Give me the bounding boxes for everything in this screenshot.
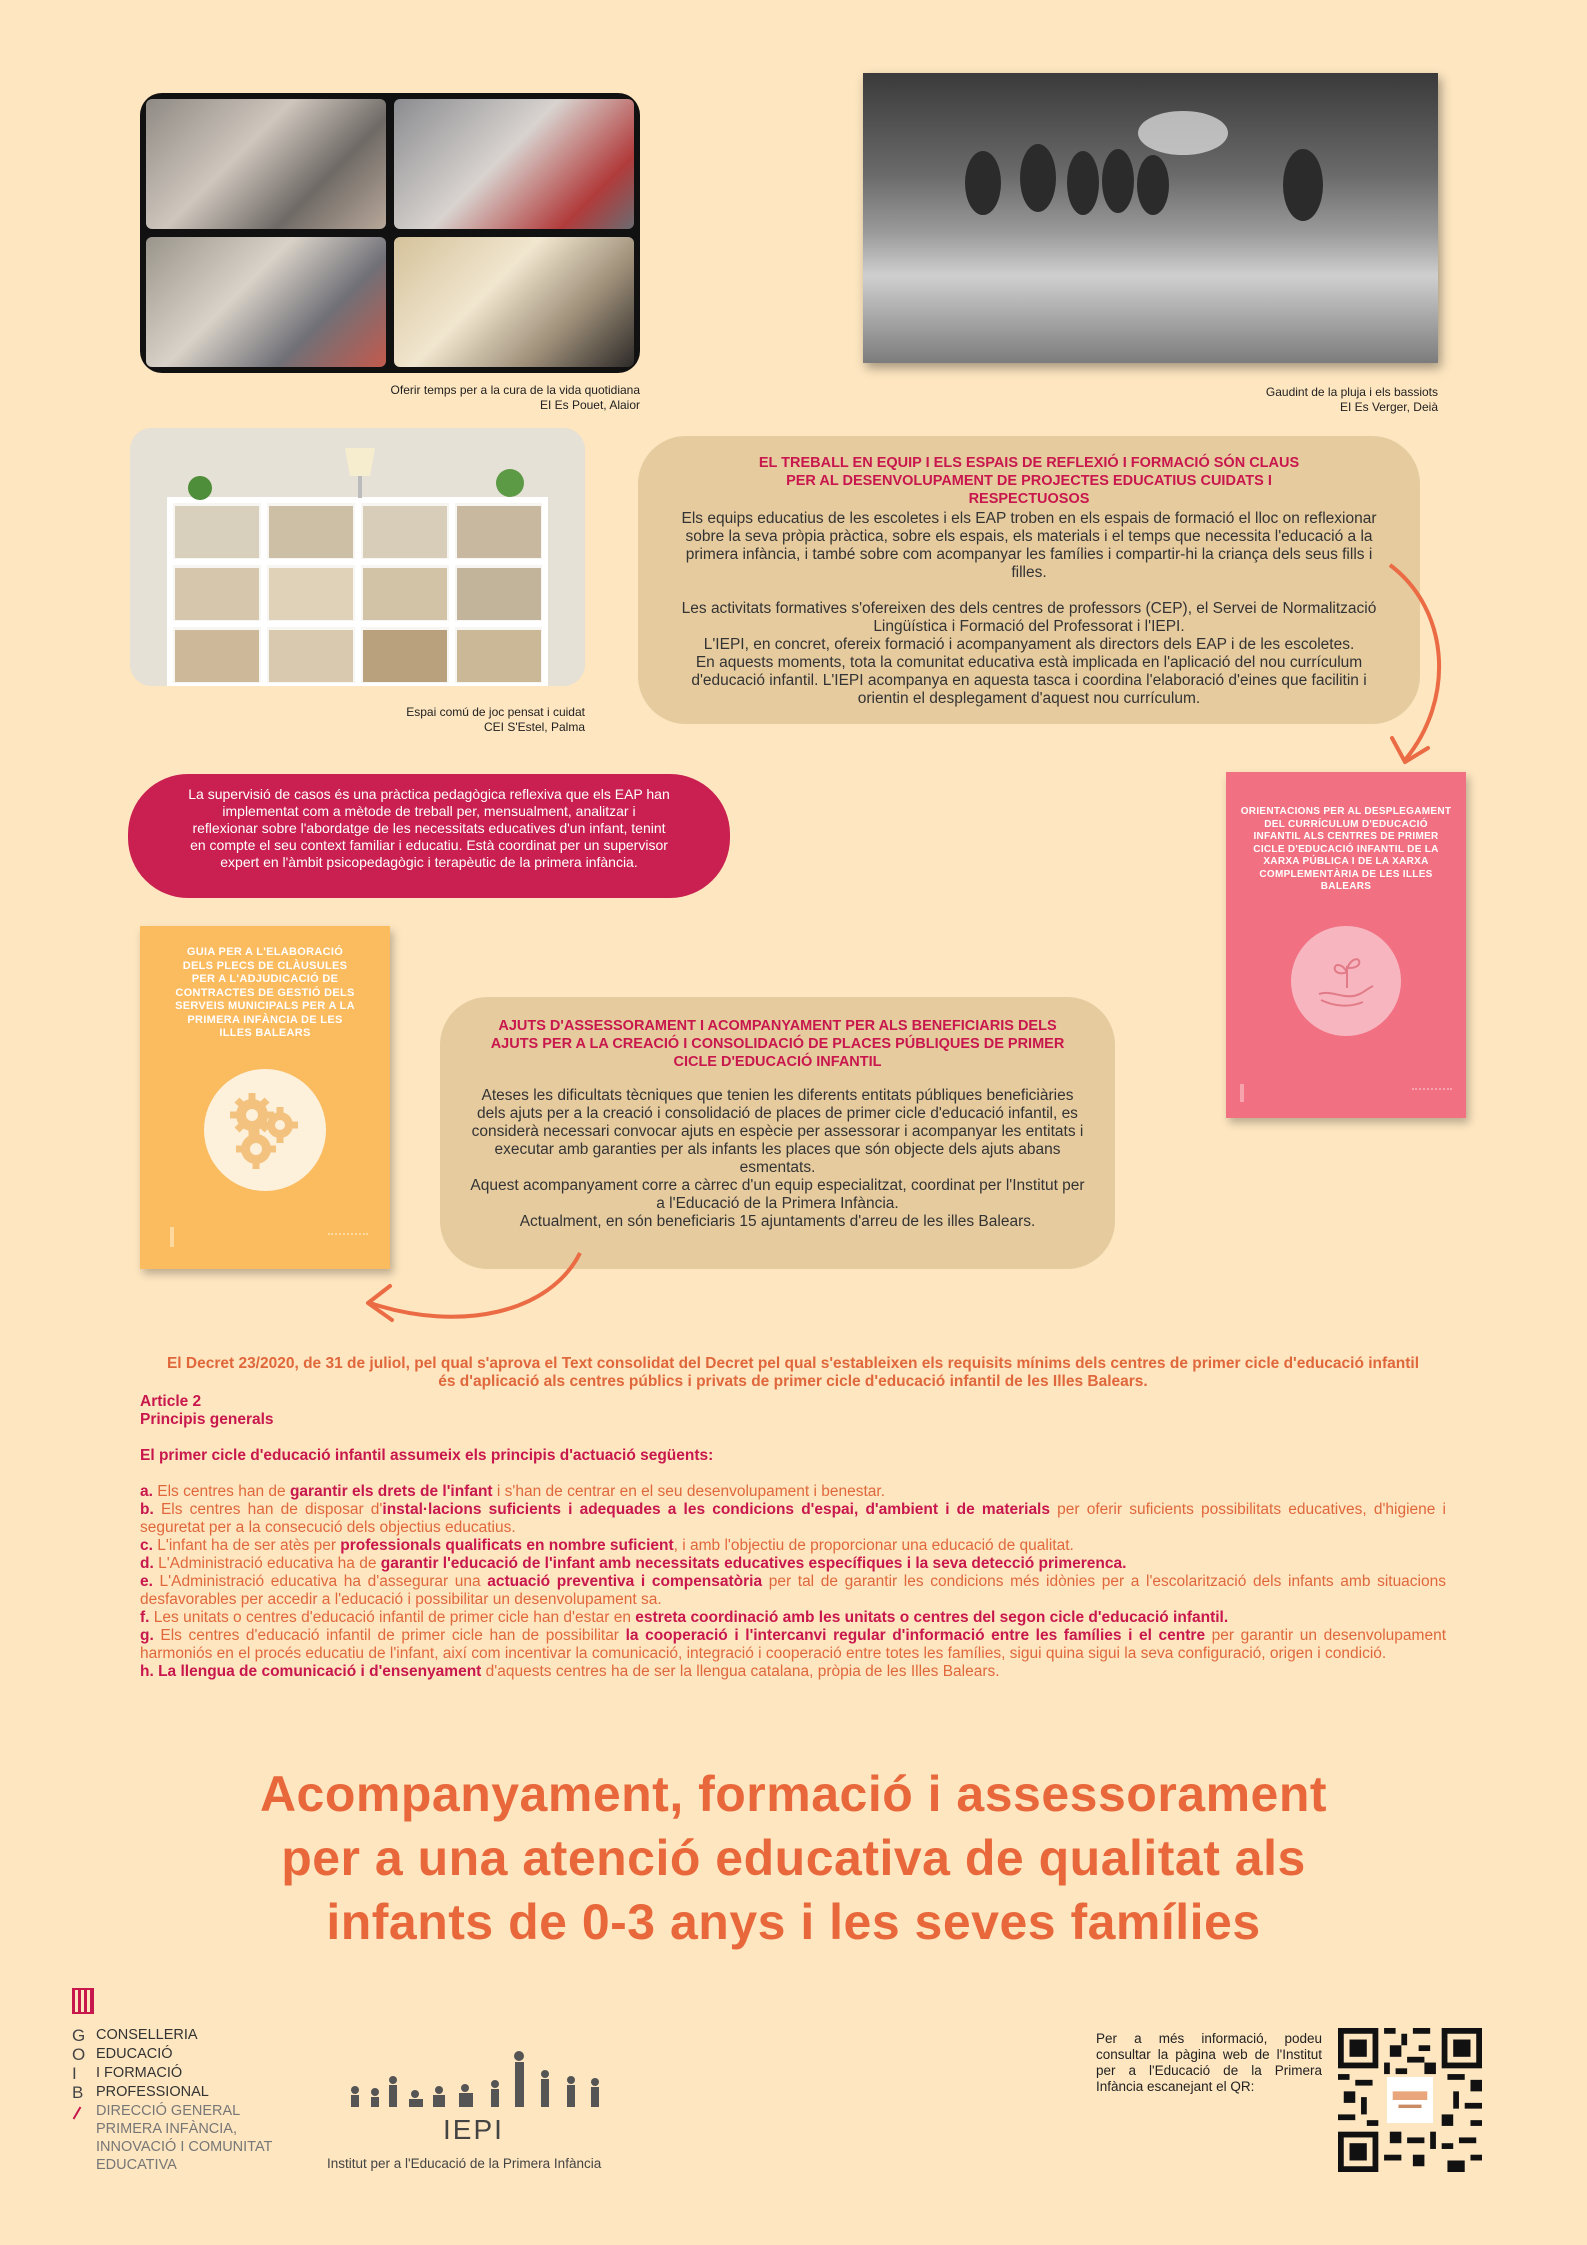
iepi-figures-icon [345, 2050, 615, 2112]
shelf-illustration [130, 428, 585, 686]
iepi-acronym: IEPI [443, 2114, 504, 2145]
rain-caption: Gaudint de la pluja i els bassiots EI Es Verger, Deià [1265, 385, 1438, 414]
gears-icon [204, 1069, 326, 1191]
teamwork-p1: Els equips educatius de les escoletes i els EAP troben en els espais de formació el lloc on reflexionar sobre la seva pròpia pràctica, sobre els espais, els materials i el temps que necessita l'educació a la primera infància, i també sobre com acompanyar les famílies i compartir-hi la criança dels seus fills i filles. [681, 510, 1377, 581]
goib-logo [68, 1988, 318, 2188]
qr-info-text: Per a més informació, podeu consultar la pàgina web de l'Institut per a l'Educació de la Primera Infància escanejant el QR: [1096, 2031, 1322, 2094]
teamwork-box [638, 436, 1420, 724]
ajuts-title: AJUTS D'ASSESSORAMENT I ACOMPANYAMENT PER ALS BENEFICIARIS DELS AJUTS PER A LA CREACIÓ I CONSOLIDACIÓ DE PLACES PÚBLIQUES DE PRIMER CICLE D'EDUCACIÓ INFANTIL [490, 1018, 1065, 1070]
handwashing-photo-3 [146, 237, 386, 367]
iepi-logo [325, 2050, 625, 2180]
ajuts-p1: Ateses les dificultats tècniques que tenien les diferents entitats públiques beneficiàries dels ajuts per a la creació i consolidació de places de primer cicle d'educació infantil, es considerà necessari convocar ajuts en espècie per assessorar i acompanyar les entitats i executar amb garanties per als infants les places que són objecte dels ajuts abans esmentats. [471, 1087, 1084, 1176]
qr-code[interactable] [1338, 2028, 1482, 2172]
supervision-box [128, 774, 730, 898]
ajuts-box [440, 997, 1115, 1269]
arrow-to-guia [360, 1248, 600, 1348]
conselleria-text: CONSELLERIA EDUCACIÓ I FORMACIÓ PROFESSIONAL [96, 2027, 209, 2100]
handwashing-caption: Oferir temps per a la cura de la vida quotidiana EI Es Pouet, Alaior [390, 383, 640, 412]
poster-title-line-3: infants de 0-3 anys i les seves famílies [326, 1894, 1261, 1950]
handwashing-photo-grid [140, 93, 640, 373]
teamwork-p4: En aquests moments, tota la comunitat educativa està implicada en l'aplicació del nou currículum d'educació infantil. L'IEPI acompanya en aquesta tasca i coordina l'elaboració d'eines que facilitin i orientin el desplegament d'aquest nou currículum. [691, 654, 1367, 707]
shelf-caption: Espai comú de joc pensat i cuidat CEI S'Estel, Palma [406, 705, 585, 734]
orientacions-cover[interactable] [1226, 772, 1466, 1118]
orientacions-cover-footer-logos [1240, 1082, 1452, 1102]
hand-plant-icon [1291, 926, 1401, 1036]
guia-cover[interactable] [140, 926, 390, 1269]
principle-e: e. L'Administració educativa ha d'assegurar una actuació preventiva i compensatòria per tal de garantir les condicions més idònies per a l'escolarització dels infants amb situacions desfavorables per accedir a l'educació i possibilitar un desenvolupament sa. [140, 1573, 1446, 1608]
poster-title-line-1: Acompanyament, formació i assessorament [259, 1766, 1328, 1822]
supervision-text: La supervisió de casos és una pràctica pedagògica reflexiva que els EAP han implementat com a mètode de treball per, mensualment, analitzar i reflexionar sobre l'abordatge de les necessitats educatives d'un infant, tenint en compte el seu context familiar i educatiu. Està coordinat per un supervisor expert en l'àmbit psicopedagògic i terapèutic de la primera infància. [188, 786, 670, 870]
principle-b: b. Els centres han de disposar d'instal·lacions suficients i adequades a les condicions d'espai, d'ambient i de materials per oferir suficients possibilitats educatives, d'higiene i seguretat per a la consecució dels objectius educatius. [140, 1501, 1447, 1536]
guia-cover-footer-logos [170, 1225, 368, 1247]
teamwork-p2: Les activitats formatives s'ofereixen des dels centres de professors (CEP), el Servei de Normalització Lingüística i Formació del Professorat i l'IEPI. [681, 600, 1377, 635]
goib-letters: G O I B [72, 2026, 86, 2102]
teamwork-p3: L'IEPI, en concret, ofereix formació i acompanyament als directors dels EAP i de les escoletes. [703, 636, 1355, 653]
handwashing-photo-2 [394, 99, 634, 229]
decree-intro: El Decret 23/2020, de 31 de juliol, pel qual s'aprova el Text consolidat del Decret pel qual s'estableixen els requisits mínims dels centres de primer cicle d'educació infantil és d'aplicació als centres públics i privats de primer cicle d'educació infantil de les Illes Balears. [166, 1355, 1420, 1390]
ajuts-p2: Aquest acompanyament corre a càrrec d'un equip especialitzat, coordinat per l'Institut per a l'Educació de la Primera Infància. [470, 1177, 1085, 1212]
iepi-full-name: Institut per a l'Educació de la Primera Infància [327, 2156, 602, 2171]
poster-title-line-2: per a una atenció educativa de qualitat als [281, 1830, 1306, 1886]
decree-section [140, 1355, 1446, 1681]
decree-principles-list [140, 1483, 1446, 1681]
handwashing-photo-4 [394, 237, 634, 367]
ajuts-p3: Actualment, en són beneficiaris 15 ajuntaments d'arreu de les illes Balears. [519, 1213, 1036, 1230]
poster-title [60, 1762, 1527, 1954]
rain-photo [863, 73, 1438, 363]
arrow-to-orientacions [1380, 560, 1460, 780]
principle-f: f. Les unitats o centres d'educació infantil de primer cicle han d'estar en estreta coordinació amb les unitats o centres del segon cicle d'educació infantil. [140, 1609, 1229, 1626]
decree-article: Article 2 [140, 1393, 202, 1410]
principle-h: h. La llengua de comunicació i d'ensenyament d'aquests centres ha de ser la llengua catalana, pròpia de les Illes Balears. [140, 1663, 1000, 1680]
orientacions-cover-title: ORIENTACIONS PER AL DESPLEGAMENT DEL CURRÍCULUM D'EDUCACIÓ INFANTIL ALS CENTRES DE PRIMER CICLE D'EDUCACIÓ INFANTIL DE LA XARXA PÚBLICA I DE LA XARXA COMPLEMENTÀRIA DE LES ILLES BALEARS [1240, 806, 1452, 892]
decree-lead: El primer cicle d'educació infantil assumeix els principis d'actuació següents: [140, 1447, 714, 1464]
principle-g: g. Els centres d'educació infantil de primer cicle han de possibilitar la cooperació i l'intercanvi regular d'informació entre les famílies i el centre per garantir un desenvolupament harmoniós en el procés educatiu de l'infant, així com incentivar la comunicació, integració i cooperació entre totes les famílies, sigui quina sigui la seva configuració, origen i condició. [140, 1627, 1447, 1662]
handwashing-photo-1 [146, 99, 386, 229]
principle-a: a. Els centres han de garantir els drets de l'infant i s'han de centrar en el seu desenvolupament i benestar. [140, 1483, 886, 1500]
goib-slash-icon [73, 2106, 82, 2119]
principle-d: d. L'Administració educativa ha de garantir l'educació de l'infant amb necessitats educatives específiques i la seva detecció primerenca. [140, 1555, 1127, 1572]
rain-children-silhouettes [863, 73, 1438, 363]
goib-shield-icon [72, 1988, 94, 2018]
guia-cover-title: GUIA PER A L'ELABORACIÓ DELS PLECS DE CLÀUSULES PER A L'ADJUDICACIÓ DE CONTRACTES DE GESTIÓ DELS SERVEIS MUNICIPALS PER A LA PRIMERA INFÀNCIA DE LES ILLES BALEARS [175, 946, 355, 1039]
direccio-text: DIRECCIÓ GENERAL PRIMERA INFÀNCIA, INNOVACIÓ I COMUNITAT EDUCATIVA [96, 2103, 273, 2173]
shelf-photo [130, 428, 585, 686]
teamwork-title: EL TREBALL EN EQUIP I ELS ESPAIS DE REFLEXIÓ I FORMACIÓ SÓN CLAUS PER AL DESENVOLUPAMENT DE PROJECTES EDUCATIUS CUIDATS I RESPECTUOSOS [758, 455, 1300, 507]
decree-article-title: Principis generals [140, 1411, 274, 1428]
principle-c: c. L'infant ha de ser atès per professionals qualificats en nombre suficient, i amb l'objectiu de proporcionar una educació de qualitat. [140, 1537, 1074, 1554]
